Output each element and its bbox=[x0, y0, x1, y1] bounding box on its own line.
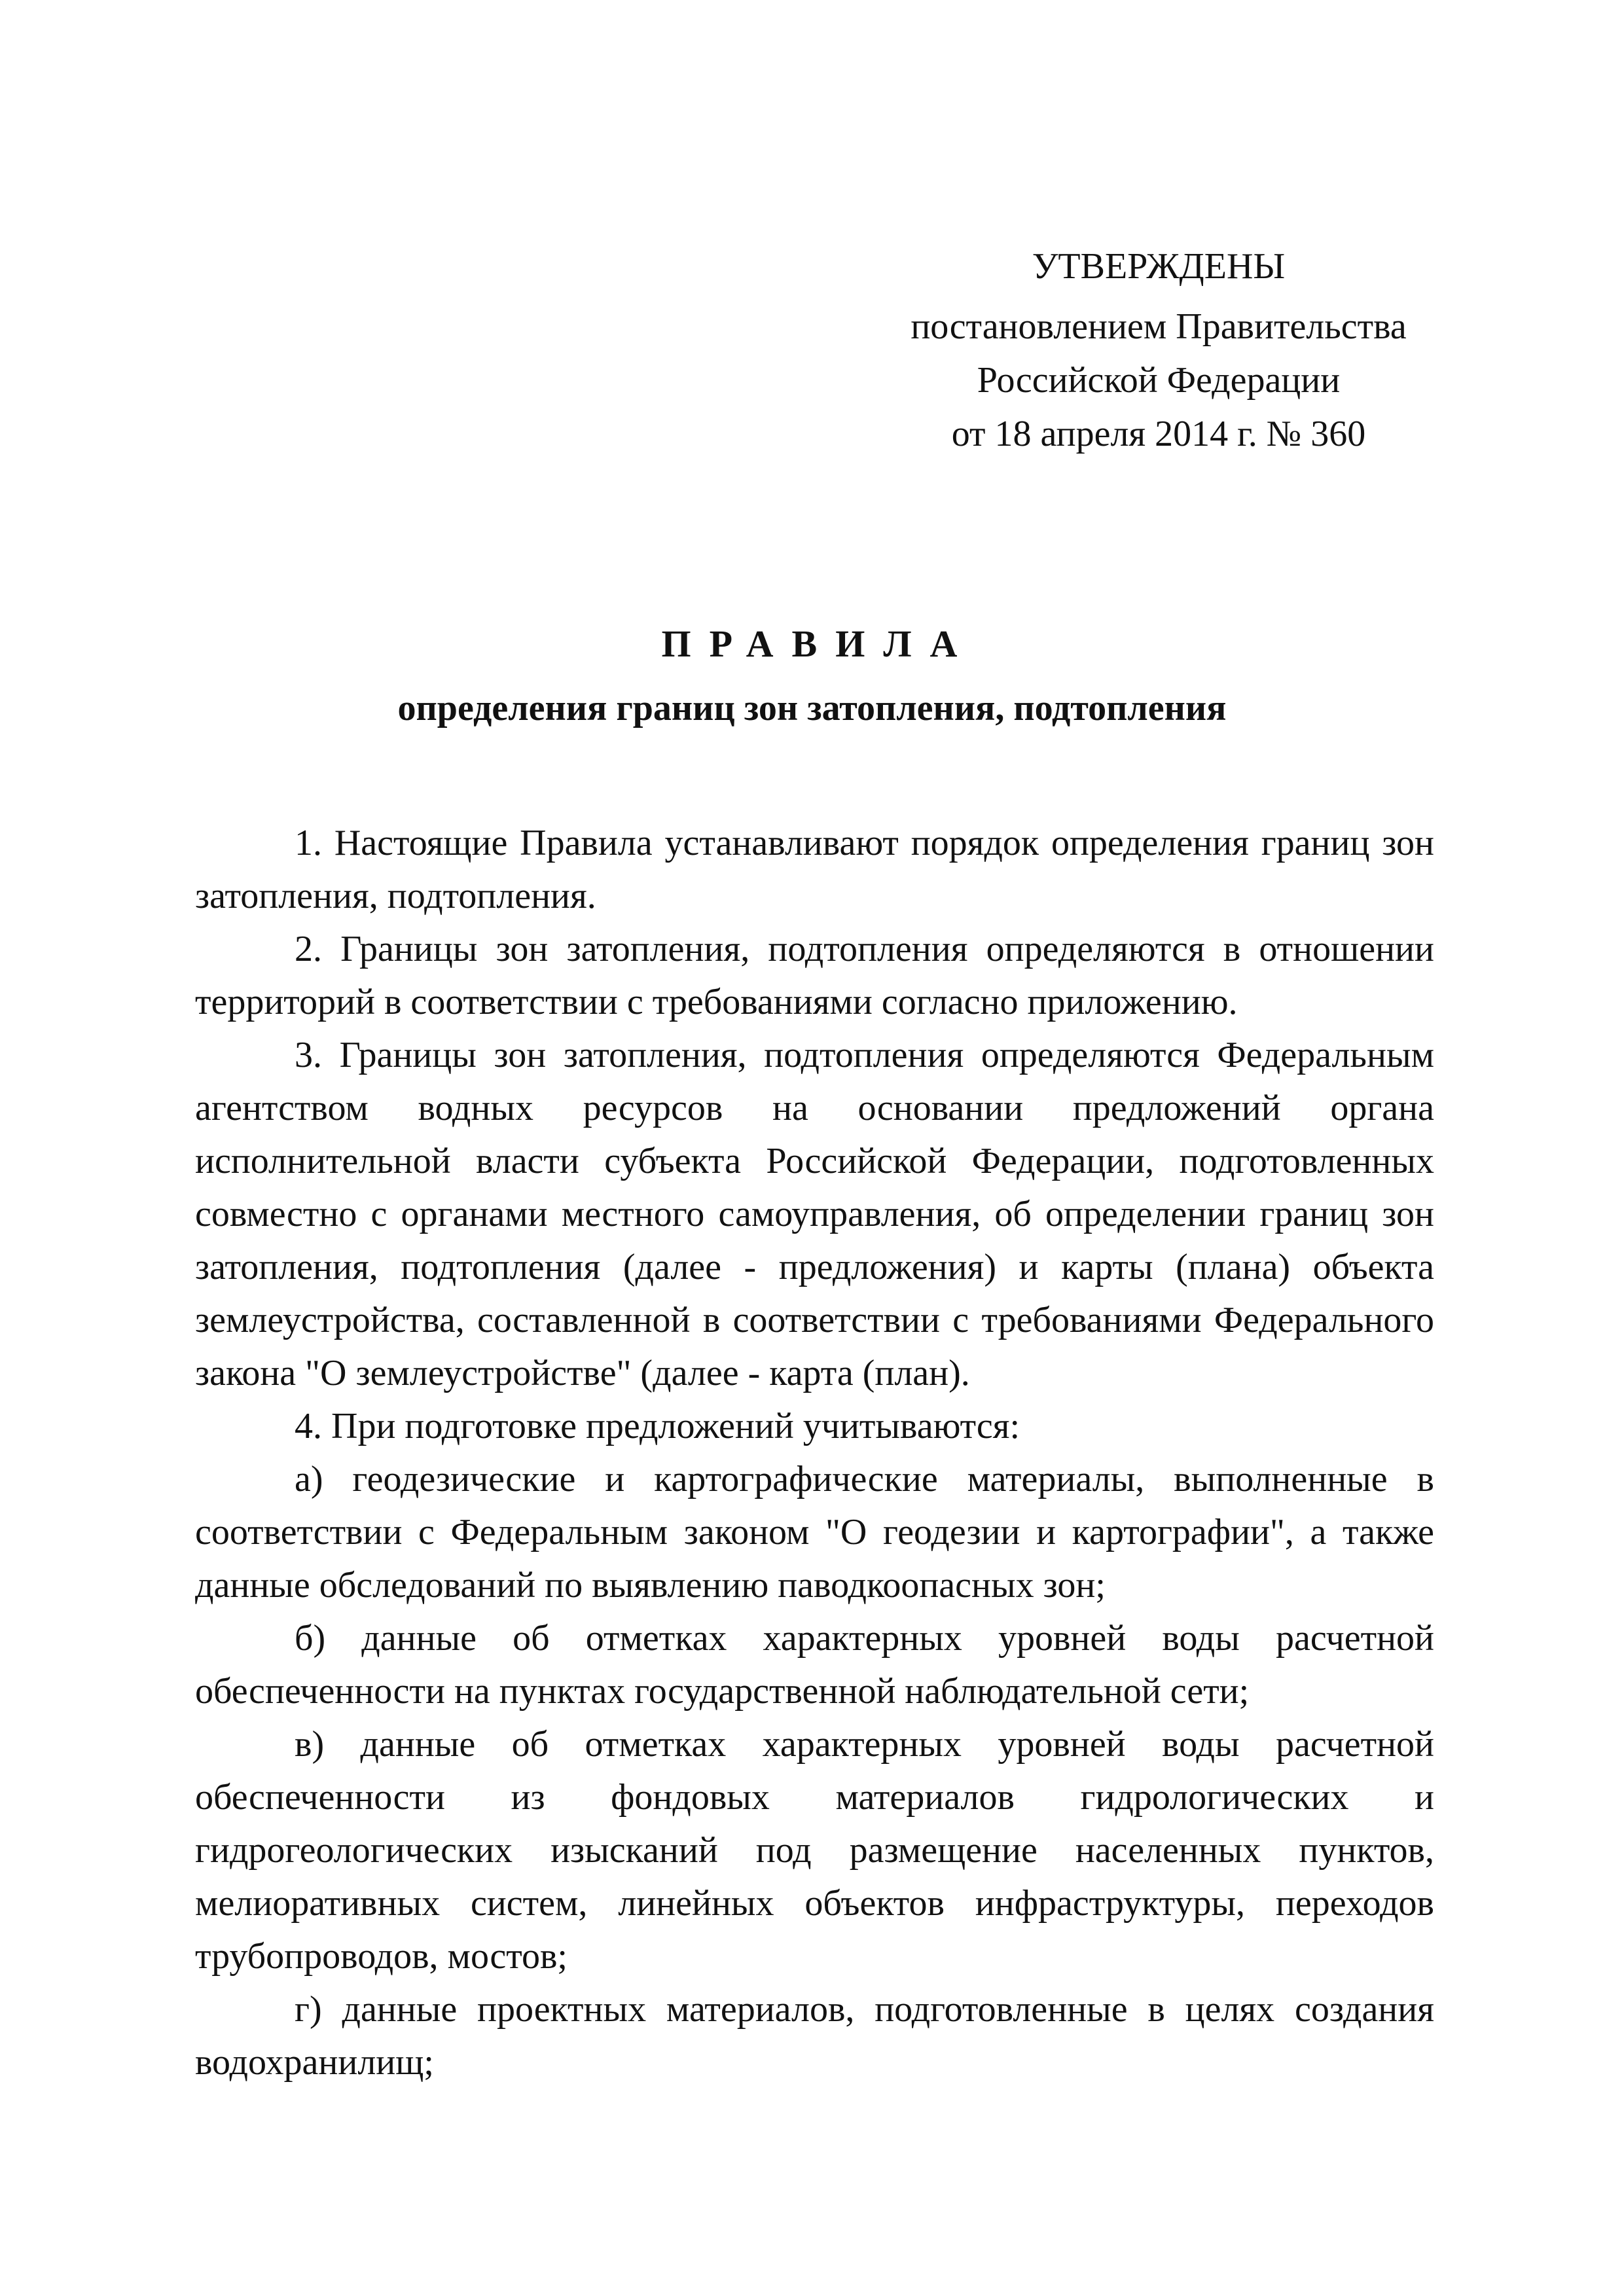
subparagraph bbox=[195, 1983, 1434, 2089]
subparagraph-letter: б) bbox=[295, 1618, 326, 1659]
paragraph-text: Границы зон затопления, подтопления определяются в отношении территорий в соответствии с требованиями согласно приложению. bbox=[195, 929, 1434, 1022]
subparagraph-text: данные об отметках характерных уровней воды расчетной обеспеченности на пунктах государственной наблюдательной сети; bbox=[195, 1618, 1435, 1712]
approval-line-federation: Российской Федерации bbox=[977, 360, 1341, 401]
document-body bbox=[195, 817, 1434, 2089]
subparagraph-letter: а) bbox=[295, 1459, 323, 1499]
paragraph bbox=[195, 923, 1434, 1029]
paragraph bbox=[195, 1400, 1434, 1453]
paragraph-number: 2. bbox=[295, 929, 322, 969]
paragraph-text: Настоящие Правила устанавливают порядок определения границ зон затопления, подтопления. bbox=[195, 823, 1434, 916]
document-title: ПРАВИЛА bbox=[661, 622, 976, 665]
subparagraph-text: данные об отметках характерных уровней воды расчетной обеспеченности из фондовых материалов гидрологических и гидрогеологических изысканий под размещение населенных пунктов, мелиоративных систем, линейных объектов инфраструктуры, переходов трубопроводов, мостов; bbox=[195, 1724, 1435, 1977]
subparagraph bbox=[195, 1453, 1434, 1612]
approval-line-decree: постановлением Правительства bbox=[911, 306, 1407, 347]
paragraph-number: 1. bbox=[295, 823, 322, 863]
paragraph bbox=[195, 1029, 1434, 1400]
paragraph-number: 4. bbox=[295, 1406, 322, 1446]
subparagraph bbox=[195, 1612, 1434, 1718]
subparagraph-text: геодезические и картографические материалы, выполненные в соответствии с Федеральным законом "О геодезии и картографии", а также данные обследований по выявлению паводкоопасных зон; bbox=[195, 1459, 1434, 1605]
subparagraph bbox=[195, 1718, 1434, 1983]
document-subtitle: определения границ зон затопления, подтопления bbox=[397, 688, 1227, 728]
paragraph bbox=[195, 817, 1434, 923]
approval-block bbox=[864, 240, 1453, 461]
paragraph-number: 3. bbox=[295, 1035, 322, 1075]
approval-heading: УТВЕРЖДЕНЫ bbox=[1032, 246, 1286, 287]
subparagraph-letter: г) bbox=[295, 1989, 322, 2030]
subparagraph-letter: в) bbox=[295, 1724, 325, 1765]
approval-line-date-number: от 18 апреля 2014 г. № 360 bbox=[951, 414, 1366, 454]
paragraph-text: При подготовке предложений учитываются: bbox=[331, 1406, 1020, 1446]
paragraph-text: Границы зон затопления, подтопления определяются Федеральным агентством водных ресурсов на основании предложений органа исполнительной власти субъекта Российской Федерации, подготовленных совместно с органами местного самоуправления, об определении границ зон затопления, подтопления (далее - предложения) и карты (плана) объекта землеустройства, составленной в соответствии с требованиями Федерального закона "О землеустройстве" (далее - карта (план). bbox=[195, 1035, 1434, 1393]
subparagraph-text: данные проектных материалов, подготовленные в целях создания водохранилищ; bbox=[195, 1989, 1434, 2083]
